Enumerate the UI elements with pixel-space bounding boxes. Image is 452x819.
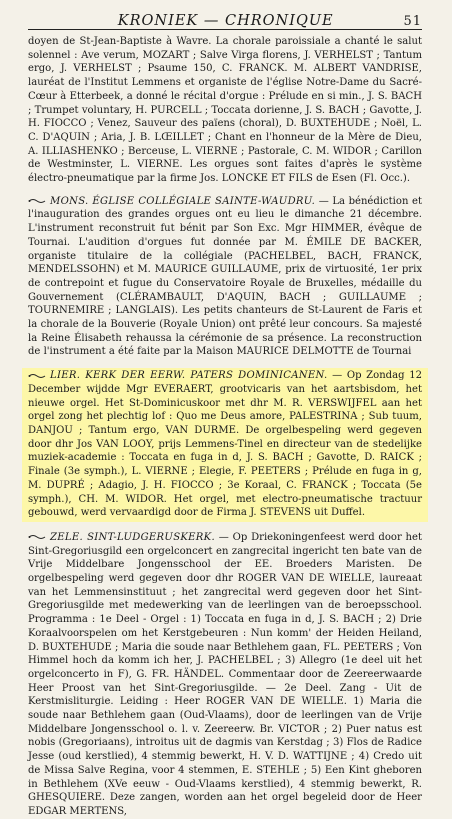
entry-title: ZELE. SINT-LUDGERUSKERK. [50, 531, 215, 543]
entry-body: — La bénédiction et l'inauguration des grandes orgues ont eu lieu le dimanche 21 décembre. L'instrument reconstruit fut bénit par Son Exc. Mgr HIMMER, évêque de Tournai. L'audition d'orgues fut donnée par M. ÉMILE DE BACKER, organiste titulaire de la collégiale (PACHELBEL, BACH, FRANCK, MENDELSSOHN) et M. MAURICE GUILLAUME, prix de virtuosité, 1er prix de contrepoint et fugue du Conservatoire Royale de Bruxelles, médaille du Gouvernement (CLÉRAMBAULT, D'AQUIN, BACH ; GUILLAUME ; TOURNEMIRE ; LANGLAIS). Les petits chanteurs de St-Laurent de Faris et la chorale de la Bouverie (Royale Union) ont prêté leur concours. Sa majesté la Reine Élisabeth rehaussa la cérémonie de sa présence. La reconstruction de l'instrument a été faite par la Maison MAURICE DELMOTTE de Tournai [28, 195, 422, 358]
ornament-icon [28, 198, 46, 204]
entry-mons [28, 195, 422, 359]
entry-title: LIER. KERK DER EERW. PATERS DOMINICANEN. [50, 370, 328, 382]
entry-zele [28, 531, 422, 819]
running-title: KRONIEK — CHRONIQUE [117, 13, 334, 29]
entry-lier [22, 368, 428, 522]
entry-body: — Op Driekoningenfeest werd door het Sint-Gregoriusgild een orgelconcert en zangrecital ingericht ten bate van de Vrije Middelbare Jongensschool der EE. Broeders Maristen. De orgelbespeling werd gegeven door dhr ROGER VAN DE WIELLE, laureaat van het Lemmensinstituut ; het zangrecital werd gegeven door het Sint-Gregoriusgilde met medewerking van de leerlingen van de beroepsschool. Programma : 1e Deel - Orgel : 1) Toccata en fuga in d, J. S. BACH ; 2) Drie Koraalvoorspelen om het Kerstgebeuren : Nun komm' der Heiden Heiland, D. BUXTEHUDE ; Maria die soude naar Bethlehem gaan, FL. PEETERS ; Von Himmel hoch da komm ich her, J. PACHELBEL ; 3) Allegro (1e deel uit het orgelconcerto in F), G. FR. HÄNDEL. Commentaar door de Zeereerwaarde Heer Proost van het Sint-Gregoriusgilde. — 2e Deel. Zang - Uit de Kerstmisliturgie. Leiding : Heer ROGER VAN DE WIELLE. 1) Maria die soude naar Bethlehem gaan (Oud-Vlaams), door de leerlingen van de Vrije Middelbare Jongensschool o. l. v. Zeereerw. Br. VICTOR ; 2) Puer natus est nobis (Gregoriaans), introitus uit de dagmis van Kerstdag ; 3) Flos de Radice Jesse (oud kerstlied), 4 stemmig bewerkt, H. V. D. WATTIJNE ; 4) Credo uit de Missa Salve Regina, voor 4 stemmen, E. STEHLE ; 5) Een Kint gheboren in Bethlehem (XVe eeuw - Oud-Vlaams kerstlied), 4 stemmig bewerkt, R. GHESQUIERE. Deze zangen, worden aan het orgel begeleid door de Heer EDGAR MERTENS, [28, 531, 423, 817]
entry-body: — Op Zondag 12 December wijdde Mgr EVERAERT, grootvicaris van het aartsbisdom, het nieuwe orgel. Het St-Dominicuskoor met dhr M. R. VERSWIJFEL aan het orgel zong het plechtig lof : Quo me Deus amore, PALESTRINA ; Sub tuum, DANJOU ; Tantum ergo, VAN DURME. De orgelbespeling werd gegeven door dhr Jos VAN LOOY, prijs Lemmens-Tinel en directeur van de stedelijke muziek-academie : Toccata en fuga in d, J. S. BACH ; Gavotte, D. RAICK ; Finale (3e symph.), L. VIERNE ; Elegie, F. PEETERS ; Prélude en fuga in g, M. DUPRÉ ; Adagio, J. H. FIOCCO ; 3e Koraal, C. FRANCK ; Toccata (5e symph.), CH. M. WIDOR. Het orgel, met electro-pneumatische tractuur gebouwd, werd vervaardigd door de Firma J. STEVENS uit Duffel. [28, 370, 422, 519]
ornament-icon [28, 534, 46, 540]
entry-title: MONS. ÉGLISE COLLÉGIALE SAINTE-WAUDRU. [50, 195, 316, 207]
chronicle-text [28, 35, 422, 819]
page-header [28, 0, 422, 30]
page-number: 51 [403, 14, 422, 29]
entry-body: doyen de St-Jean-Baptiste à Wavre. La chorale paroissiale a chanté le salut solennel : Ave verum, MOZART ; Salve Virga florens, J. VERHELST ; Tantum ergo, J. VERHELST ; Psaume 150, C. FRANCK. M. ALBERT VANDRISE, lauréat de l'Institut Lemmens et organiste de l'église Notre-Dame du Sacré-Cœur à Etterbeek, a donné le récital d'orgue : Prélude en si min., J. S. BACH ; Trumpet voluntary, H. PURCELL ; Toccata dorienne, J. S. BACH ; Gavotte, J. H. FIOCCO ; Venez, Sauveur des païens (choral), D. BUXTEHUDE ; Noël, L. C. D'AQUIN ; Aria, J. B. LŒILLET ; Chant en l'honneur de la Mère de Dieu, A. ILLIASHENKO ; Berceuse, L. VIERNE ; Pastorale, C. M. WIDOR ; Carillon de Westminster, L. VIERNE. Les orgues sont faites d'après le système électro-pneumatique par la firme Jos. LONCKE ET FILS de Esen (Fl. Occ.). [28, 36, 422, 185]
ornament-icon [28, 373, 46, 379]
entry-wavre [28, 35, 422, 186]
